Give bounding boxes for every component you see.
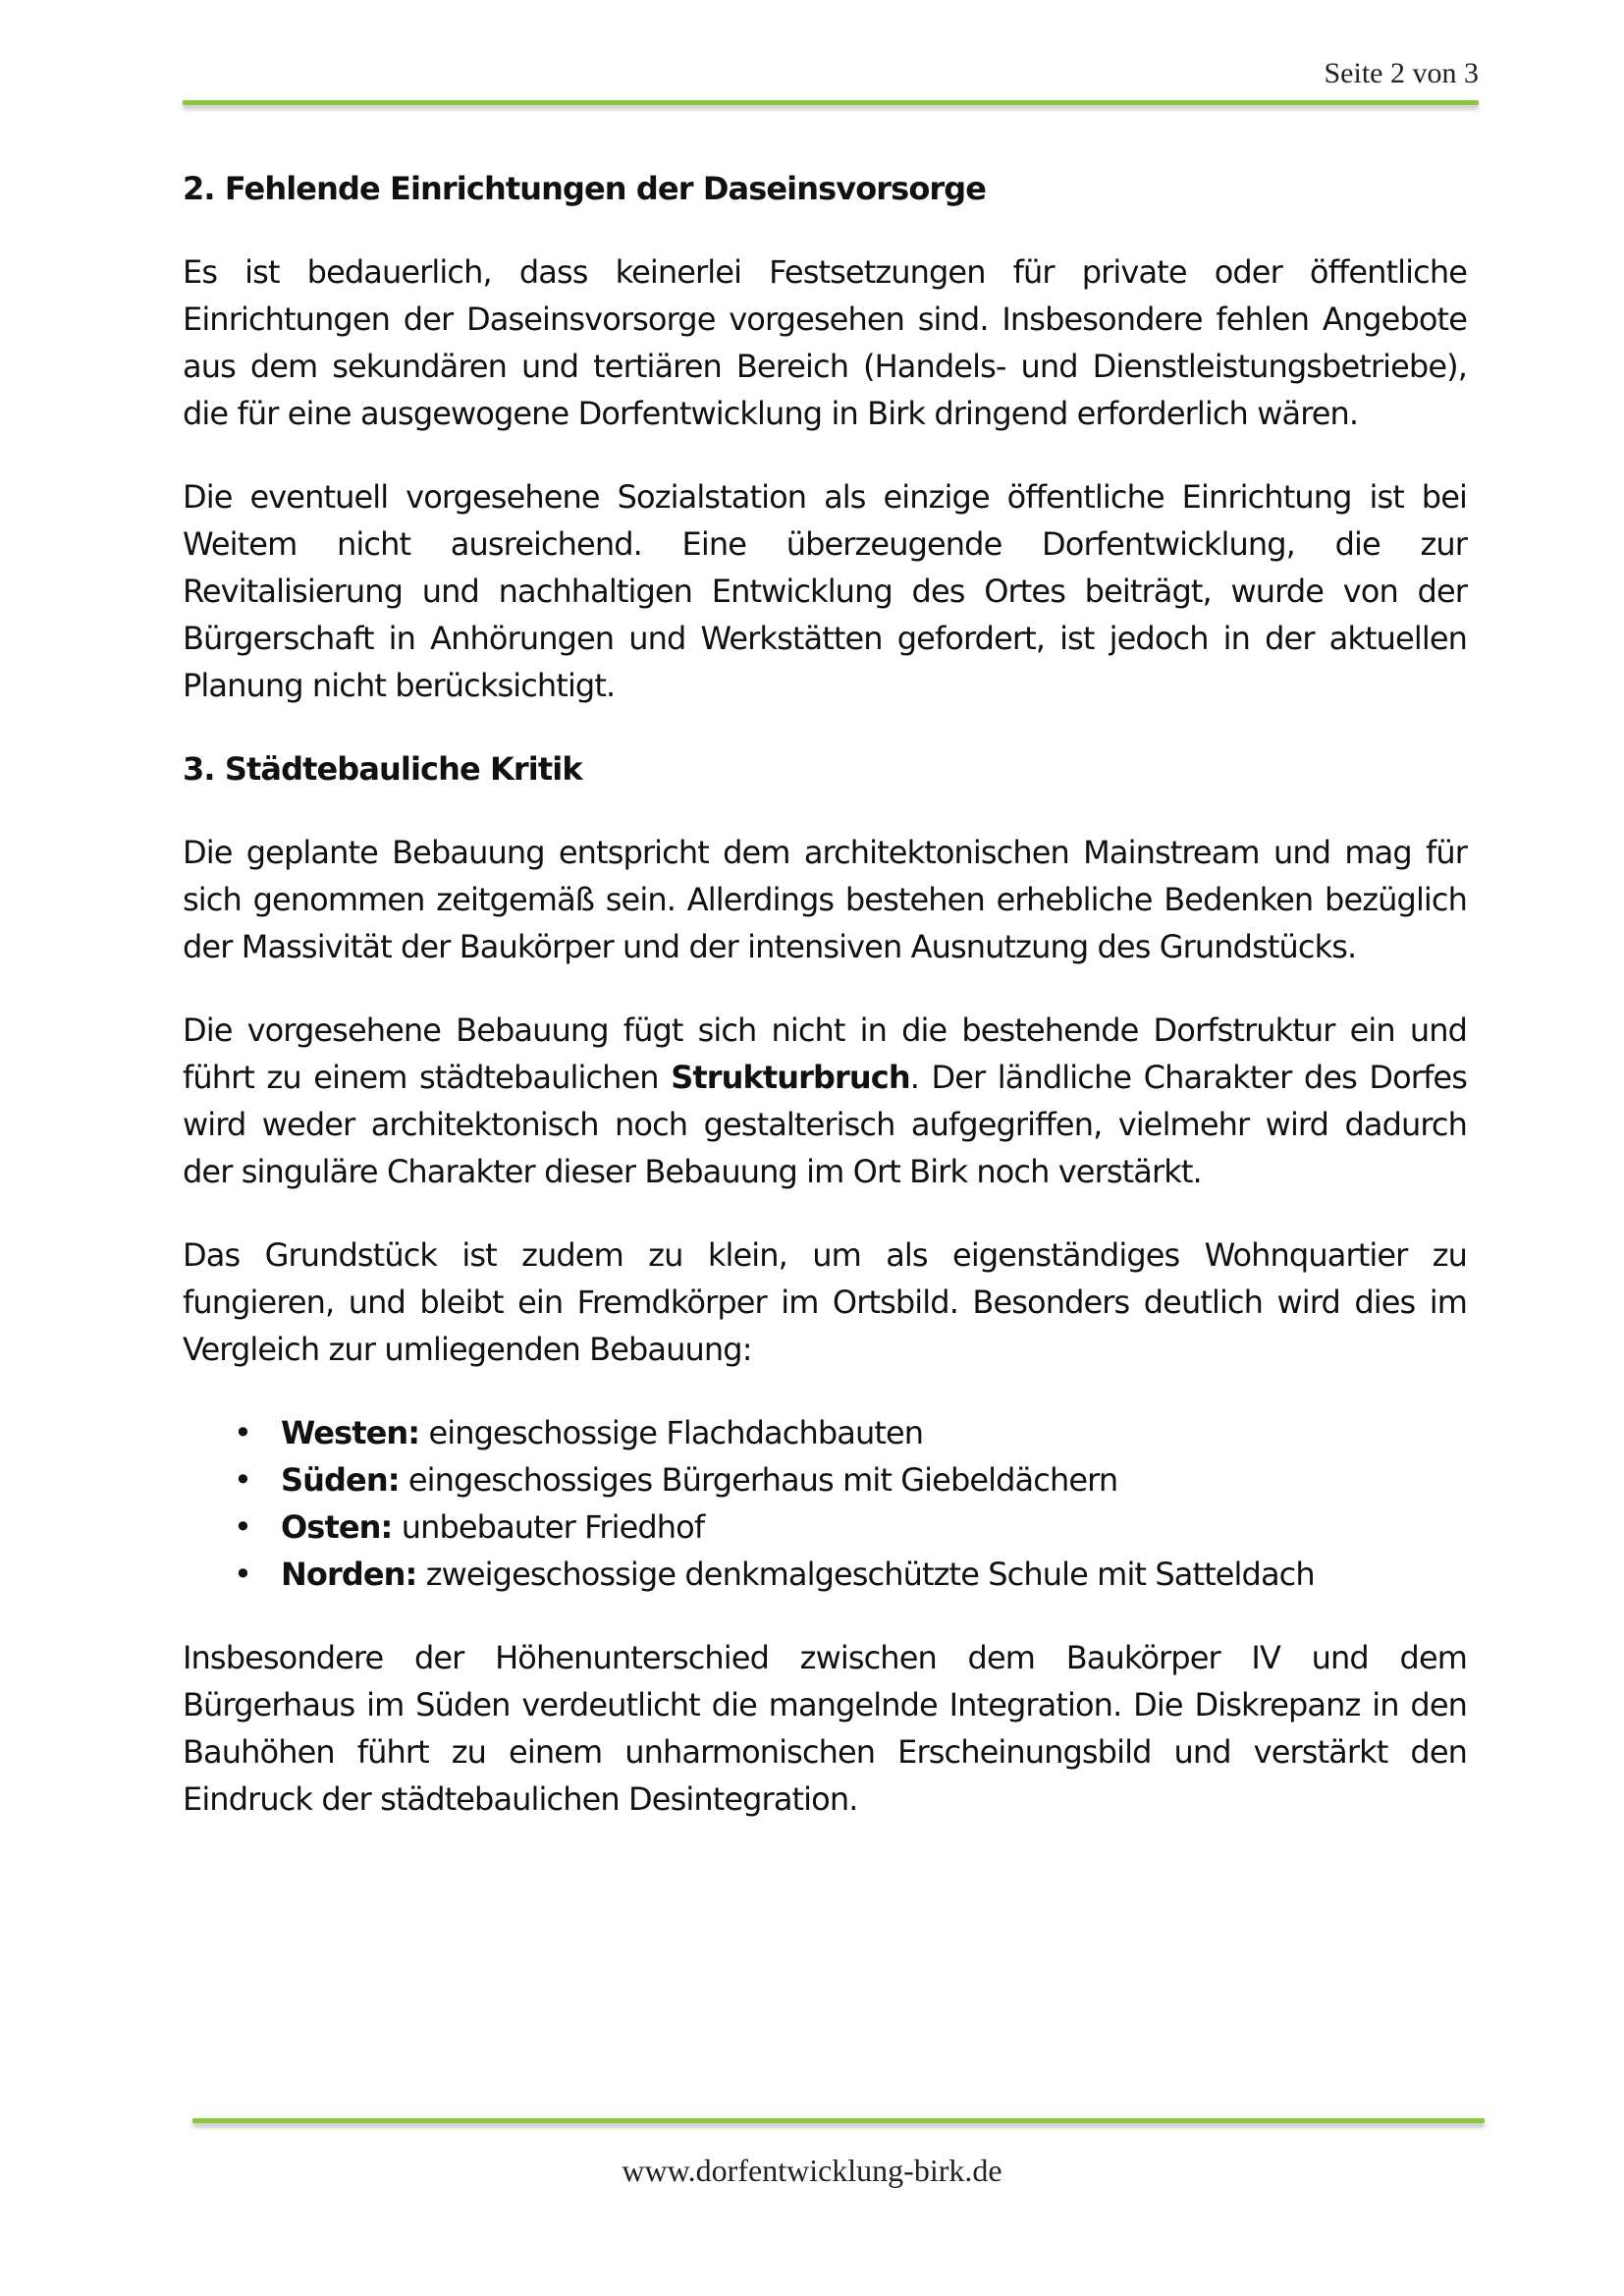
list-term: Süden: — [281, 1461, 400, 1499]
paragraph: Es ist bedauerlich, dass keinerlei Festsetzungen für private oder öffentliche Einrichtungen der Daseinsvorsorge vorgesehen sind. Insbesondere fehlen Angebote aus dem sekundären und tertiären Bereich (Handels- und Dienstleistungsbetriebe), die für eine ausgewogene Dorfentwicklung in Birk dringend erforderlich wären. — [183, 253, 1467, 432]
list-item — [183, 1503, 1467, 1551]
paragraph — [183, 1007, 1467, 1195]
list-text: zweigeschossige denkmalgeschützte Schule mit Satteldach — [416, 1556, 1315, 1593]
footer-url[interactable]: www.dorfentwicklung-birk.de — [622, 2153, 1002, 2188]
bullet-icon: • — [234, 1556, 251, 1593]
list-text: unbebauter Friedhof — [392, 1508, 705, 1546]
list-text: eingeschossiges Bürgerhaus mit Giebeldächern — [399, 1461, 1118, 1499]
paragraph: Die eventuell vorgesehene Sozialstation als einzige öffentliche Einrichtung ist bei Weitem nicht ausreichend. Eine überzeugende Dorfentwicklung, die zur Revitalisierung und nachhaltigen Entwicklung des Ortes beiträgt, wurde von der Bürgerschaft in Anhörungen und Werkstätten gefordert, ist jedoch in der aktuellen Planung nicht berücksichtigt. — [183, 478, 1467, 704]
list-term: Norden: — [281, 1556, 417, 1593]
list-text: eingeschossige Flachdachbauten — [419, 1414, 924, 1451]
paragraph-text: . Der ländliche Charakter des Dorfes wird weder architektonisch noch gestalterisch aufgegriffen, vielmehr wird dadurch der singuläre Charakter dieser Bebauung im Ort Birk noch verstärkt. — [183, 1059, 1467, 1190]
paragraph-text: Die vorgesehene Bebauung fügt sich nicht in die bestehende Dorfstruktur ein und führt zu einem städtebaulichen — [183, 1011, 1467, 1096]
paragraph: Die geplante Bebauung entspricht dem architektonischen Mainstream und mag für sich genommen zeitgemäß sein. Allerdings bestehen erhebliche Bedenken bezüglich der Massivität der Baukörper und der intensiven Ausnutzung des Grundstücks. — [183, 834, 1467, 965]
bullet-icon: • — [234, 1461, 251, 1499]
list-item — [183, 1456, 1467, 1503]
paragraph: Insbesondere der Höhenunterschied zwischen dem Baukörper IV und dem Bürgerhaus im Süden verdeutlicht die mangelnde Integration. Die Diskrepanz in den Bauhöhen führt zu einem unharmonischen Erscheinungsbild und verstärkt den Eindruck der städtebaulichen Desintegration. — [183, 1639, 1467, 1818]
list-item — [183, 1551, 1467, 1598]
section-heading-3: 3. Städtebauliche Kritik — [183, 750, 582, 788]
bullet-icon: • — [234, 1508, 251, 1546]
footer-divider — [192, 2118, 1485, 2123]
surroundings-list — [183, 1409, 1467, 1598]
section-heading-2: 2. Fehlende Einrichtungen der Daseinsvorsorge — [183, 170, 987, 207]
document-body — [183, 165, 1467, 1859]
paragraph: Das Grundstück ist zudem zu klein, um als eigenständiges Wohnquartier zu fungieren, und bleibt ein Fremdkörper im Ortsbild. Besonders deutlich wird dies im Vergleich zur umliegenden Bebauung: — [183, 1236, 1467, 1368]
list-term: Osten: — [281, 1508, 393, 1546]
header-divider — [183, 100, 1479, 105]
page-number: Seite 2 von 3 — [1324, 57, 1479, 89]
list-term: Westen: — [281, 1414, 420, 1451]
list-item — [183, 1409, 1467, 1456]
emphasis-term: Strukturbruch — [671, 1059, 910, 1096]
bullet-icon: • — [234, 1414, 251, 1451]
